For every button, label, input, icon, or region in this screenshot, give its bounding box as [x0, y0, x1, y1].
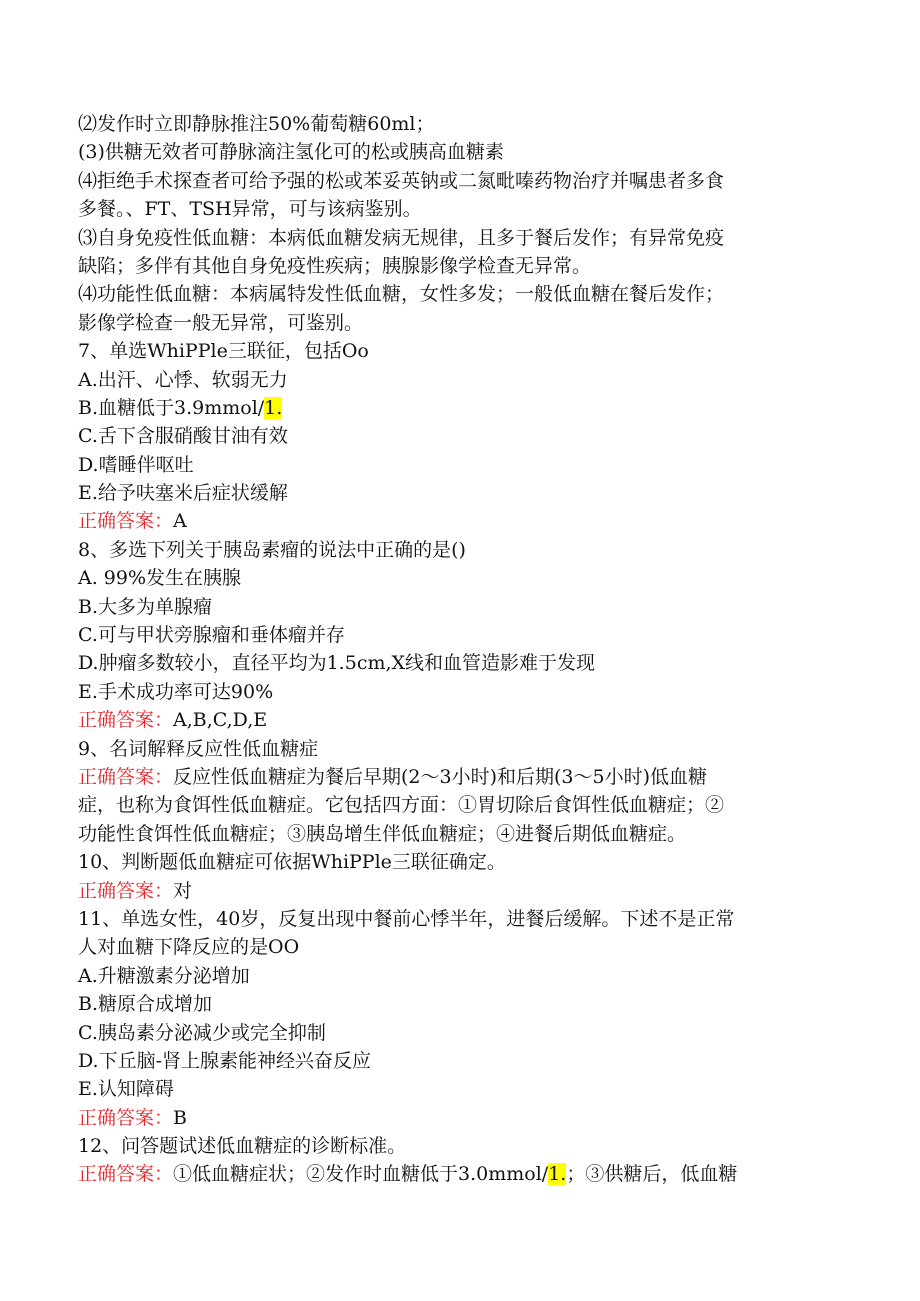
text-line: [78, 479, 848, 507]
line-text: 9、名词解释反应性低血糖症: [78, 737, 319, 760]
text-line: [78, 1132, 848, 1160]
line-text: 症，也称为食饵性低血糖症。它包括四方面：①胃切除后食饵性低血糖症；②: [78, 794, 725, 817]
line-text: 8、多选下列关于胰岛素瘤的说法中正确的是(): [78, 538, 466, 561]
text-line: [78, 593, 848, 621]
text-line: [78, 877, 848, 905]
text-line: [78, 564, 848, 592]
text-line: [78, 394, 848, 422]
text-line: [78, 1104, 848, 1132]
text-line: [78, 649, 848, 677]
line-text: D.下丘脑-肾上腺素能神经兴奋反应: [78, 1049, 372, 1072]
answer-label: 正确答案：: [78, 709, 174, 732]
answer-label: 正确答案：: [78, 1106, 174, 1129]
answer-label: 正确答案：: [78, 510, 174, 533]
document-body: [78, 110, 848, 1189]
line-text: ；③供糖后，低血糖: [566, 1163, 738, 1186]
line-text: 12、问答题试述低血糖症的诊断标准。: [78, 1135, 407, 1158]
line-text: 对: [173, 879, 193, 902]
text-line: [78, 507, 848, 535]
line-text: 11、单选女性，40岁，反复出现中餐前心悸半年，进餐后缓解。下述不是正常: [78, 907, 735, 930]
text-line: [78, 678, 848, 706]
line-text: A.出汗、心悸、软弱无力: [78, 368, 288, 391]
line-text: 影像学检查一般无异常，可鉴别。: [78, 311, 364, 334]
line-text: 反应性低血糖症为餐后早期(2～3小时)和后期(3～5小时)低血糖: [173, 765, 708, 788]
text-line: [78, 1047, 848, 1075]
text-line: [78, 933, 848, 961]
text-line: [78, 195, 848, 223]
line-text: (3)供糖无效者可静脉滴注氢化可的松或胰高血糖素: [78, 141, 504, 164]
line-text: B: [173, 1106, 187, 1129]
line-text: ⑷功能性低血糖：本病属特发性低血糖，女性多发；一般低血糖在餐后发作；: [78, 283, 725, 306]
line-text: ①低血糖症状；②发作时血糖低于3.0mmol/: [173, 1163, 549, 1186]
text-line: [78, 1075, 848, 1103]
text-line: [78, 848, 848, 876]
line-text: A,B,C,D,E: [173, 709, 268, 732]
answer-label: 正确答案：: [78, 1163, 174, 1186]
line-text: 7、单选WhiPPle三联征，包括Oo: [78, 340, 369, 363]
highlighted-text: 1.: [548, 1163, 567, 1186]
text-line: [78, 990, 848, 1018]
text-line: [78, 791, 848, 819]
answer-label: 正确答案：: [78, 765, 174, 788]
text-line: [78, 536, 848, 564]
line-text: B.血糖低于3.9mmol/: [78, 396, 265, 419]
highlighted-text: 1.: [264, 396, 283, 419]
line-text: C.舌下含服硝酸甘油有效: [78, 425, 288, 448]
line-text: D.嗜睡伴呕吐: [78, 453, 194, 476]
line-text: C.胰岛素分泌减少或完全抑制: [78, 1021, 326, 1044]
text-line: [78, 820, 848, 848]
line-text: A.升糖激素分泌增加: [78, 964, 250, 987]
text-line: [78, 280, 848, 308]
text-line: [78, 138, 848, 166]
line-text: ⑶自身免疫性低血糖：本病低血糖发病无规律，且多于餐后发作；有异常免疫: [78, 226, 725, 249]
text-line: [78, 224, 848, 252]
line-text: A. 99%发生在胰腺: [78, 567, 242, 590]
line-text: 缺陷；多伴有其他自身免疫性疾病；胰腺影像学检查无异常。: [78, 254, 592, 277]
answer-label: 正确答案：: [78, 879, 174, 902]
text-line: [78, 763, 848, 791]
text-line: [78, 451, 848, 479]
text-line: [78, 422, 848, 450]
line-text: A: [173, 510, 187, 533]
line-text: E.手术成功率可达90%: [78, 680, 274, 703]
text-line: [78, 962, 848, 990]
text-line: [78, 110, 848, 138]
line-text: D.肿瘤多数较小，直径平均为1.5cm,X线和血管造影难于发现: [78, 652, 596, 675]
line-text: 功能性食饵性低血糖症；③胰岛增生伴低血糖症；④进餐后期低血糖症。: [78, 822, 687, 845]
text-line: [78, 252, 848, 280]
text-line: [78, 366, 848, 394]
text-line: [78, 706, 848, 734]
text-line: [78, 905, 848, 933]
line-text: 人对血糖下降反应的是OO: [78, 936, 300, 959]
text-line: [78, 167, 848, 195]
line-text: B.糖原合成增加: [78, 993, 213, 1016]
line-text: ⑷拒绝手术探查者可给予强的松或苯妥英钠或二氮毗嗪药物治疗并嘱患者多食: [78, 169, 725, 192]
text-line: [78, 1019, 848, 1047]
line-text: ⑵发作时立即静脉推注50%葡萄糖60ml；: [78, 113, 435, 135]
line-text: 多餐。、FT、TSH异常，可与该病鉴别。: [78, 198, 422, 221]
text-line: [78, 309, 848, 337]
text-line: [78, 1160, 848, 1188]
line-text: 10、判断题低血糖症可依据WhiPPle三联征确定。: [78, 851, 506, 874]
line-text: B.大多为单腺瘤: [78, 595, 213, 618]
line-text: E.给予呋塞米后症状缓解: [78, 482, 288, 505]
line-text: C.可与甲状旁腺瘤和垂体瘤并存: [78, 624, 345, 647]
line-text: E.认知障碍: [78, 1078, 174, 1101]
text-line: [78, 621, 848, 649]
text-line: [78, 337, 848, 365]
text-line: [78, 735, 848, 763]
